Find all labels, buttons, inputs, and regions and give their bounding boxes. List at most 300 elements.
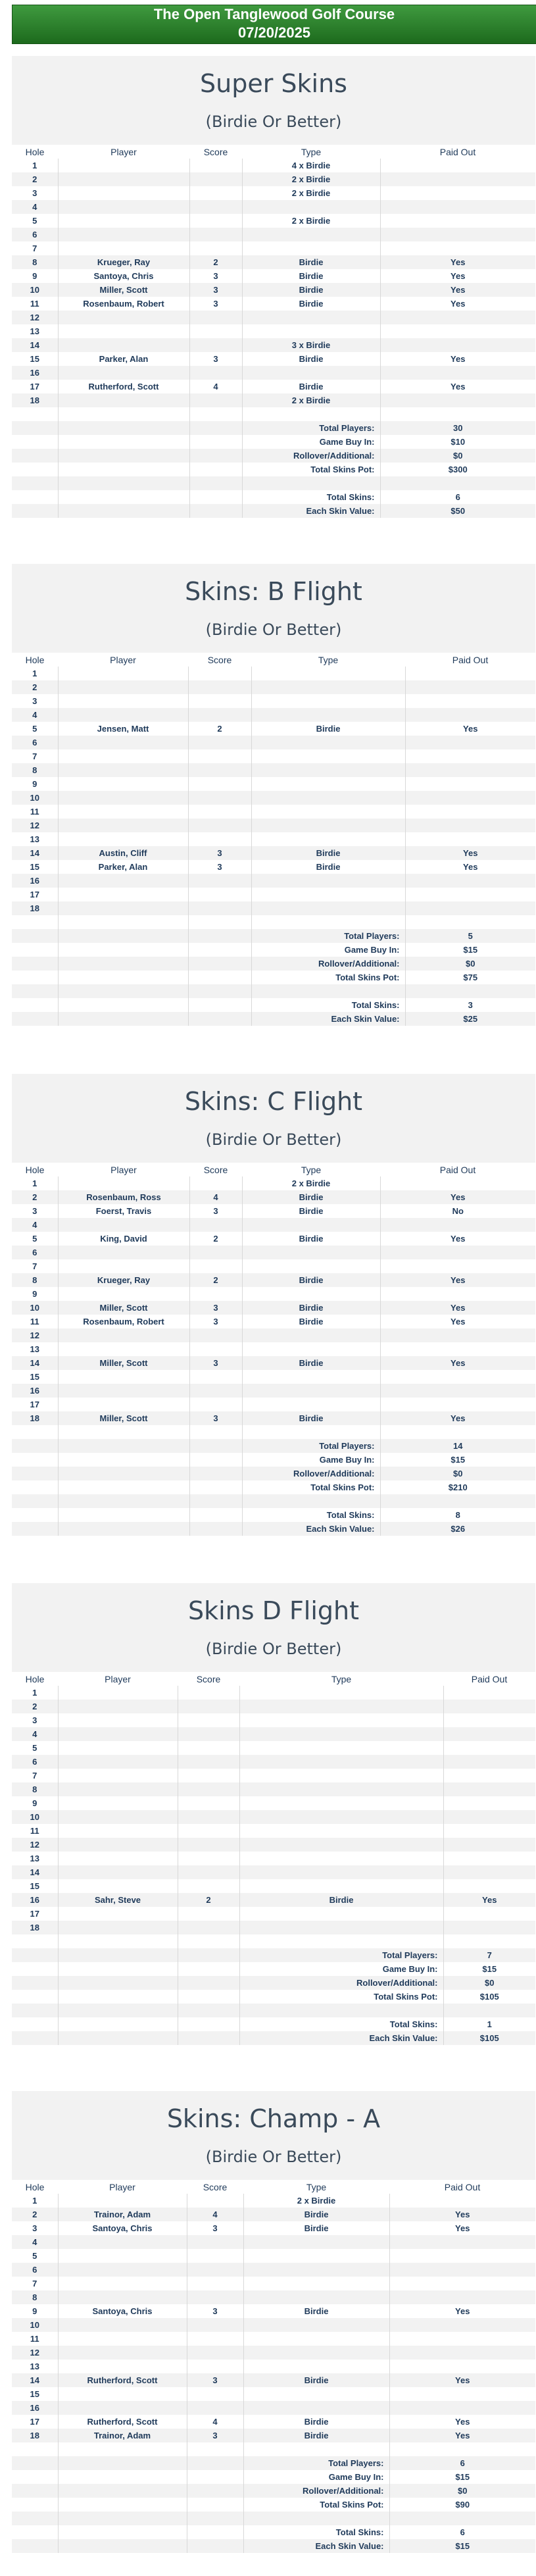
summary-value [389, 2512, 535, 2525]
summary-value: $15 [389, 2470, 535, 2484]
summary-value: $75 [405, 971, 535, 984]
hole-cell: 9 [32, 271, 37, 281]
column-header: Paid Out [444, 2181, 481, 2192]
paid-out-cell [405, 694, 535, 708]
summary-value: 7 [443, 1948, 535, 1962]
table-row [12, 708, 535, 722]
empty-cell [12, 1962, 58, 1976]
player-cell [58, 2387, 187, 2401]
event-date: 07/20/2025 [237, 24, 311, 41]
summary-row [12, 915, 535, 929]
table-row [12, 819, 535, 832]
hole-cell: 11 [30, 299, 39, 309]
empty-cell [188, 957, 251, 971]
paid-out-cell: No [380, 1204, 535, 1218]
type-cell: 2 x Birdie [242, 1176, 380, 1190]
paid-out-cell: Yes [380, 1232, 535, 1246]
summary-row [12, 2456, 535, 2470]
hole-cell: 13 [30, 2361, 39, 2371]
score-cell [189, 1342, 242, 1356]
hole-cell: 13 [30, 1854, 39, 1863]
score-cell [189, 159, 242, 172]
type-cell [251, 694, 405, 708]
empty-cell [189, 1480, 242, 1494]
empty-cell [58, 1494, 189, 1508]
table-row [12, 1301, 535, 1315]
hole-cell: 7 [32, 751, 37, 761]
type-cell [242, 1328, 380, 1342]
summary-row [12, 929, 535, 943]
empty-cell [58, 915, 188, 929]
summary-row [12, 2004, 535, 2017]
summary-label: Game Buy In: [242, 435, 380, 449]
section-title: Skins: Champ - A [166, 2104, 381, 2133]
column-header: Player [105, 1673, 131, 1684]
empty-cell [12, 943, 58, 957]
summary-label: Total Players: [251, 929, 405, 943]
score-cell [187, 2277, 243, 2290]
summary-label [251, 915, 405, 929]
type-cell [239, 1741, 443, 1755]
summary-value: $0 [405, 957, 535, 971]
column-header: Player [110, 146, 137, 157]
type-cell [242, 1398, 380, 1411]
summary-label: Total Skins: [243, 2525, 389, 2539]
player-cell: Rutherford, Scott [58, 380, 189, 393]
table-row [12, 352, 535, 366]
table-row [12, 228, 535, 241]
summary-value [380, 1425, 535, 1439]
paid-out-cell [443, 1700, 535, 1713]
score-cell [188, 805, 251, 819]
empty-cell [189, 421, 242, 435]
hole-cell: 18 [12, 1411, 58, 1425]
hole-cell: 10 [12, 283, 58, 297]
empty-cell [12, 1425, 58, 1439]
type-cell [251, 874, 405, 888]
hole-cell: 11 [30, 2334, 39, 2344]
player-cell [58, 366, 189, 380]
paid-out-cell [380, 1328, 535, 1342]
section-title: Skins: B Flight [185, 577, 362, 606]
paid-out-cell [405, 832, 535, 846]
empty-cell [12, 998, 58, 1012]
table-row [12, 1769, 535, 1782]
type-cell [239, 1755, 443, 1769]
paid-out-cell: Yes [443, 1893, 535, 1907]
hole-cell: 8 [12, 1273, 58, 1287]
type-cell: Birdie [242, 1356, 380, 1370]
score-cell: 3 [189, 352, 242, 366]
summary-row [12, 504, 535, 518]
type-cell [242, 1342, 380, 1356]
player-cell [58, 2332, 187, 2346]
table-row [12, 2304, 535, 2318]
summary-row [12, 1976, 535, 1990]
hole-cell: 2 [12, 2208, 58, 2221]
score-cell [189, 311, 242, 324]
hole-cell: 3 [32, 2223, 37, 2233]
score-cell: 3 [189, 283, 242, 297]
table-row [12, 1727, 535, 1741]
hole-cell: 16 [12, 366, 58, 380]
score-cell [189, 1259, 242, 1273]
score-cell [178, 1838, 239, 1852]
empty-cell [58, 1990, 178, 2004]
table-row [12, 1246, 535, 1259]
empty-cell [58, 2539, 187, 2553]
empty-cell [58, 1934, 178, 1948]
empty-cell [58, 943, 188, 957]
empty-cell [12, 1012, 58, 1026]
empty-cell [188, 984, 251, 998]
empty-cell [189, 449, 242, 463]
player-cell [58, 1259, 189, 1273]
table-row [12, 1176, 535, 1190]
empty-cell [58, 435, 189, 449]
skins-section [12, 1583, 535, 2045]
hole-cell: 1 [32, 161, 37, 170]
paid-out-cell [389, 2387, 535, 2401]
hole-cell: 11 [30, 807, 39, 817]
score-cell [189, 241, 242, 255]
player-cell: Parker, Alan [58, 860, 188, 874]
paid-out-cell [380, 214, 535, 228]
paid-out-cell [443, 1686, 535, 1700]
score-cell: 3 [187, 2304, 243, 2318]
summary-value: 6 [389, 2525, 535, 2539]
empty-cell [12, 2017, 58, 2031]
score-cell [188, 680, 251, 694]
section-subtitle: (Birdie Or Better) [205, 1130, 342, 1149]
empty-cell [12, 1453, 58, 1467]
section-title: Skins: C Flight [184, 1087, 363, 1116]
player-cell [58, 311, 189, 324]
column-header: Score [203, 2181, 228, 2192]
player-cell: Trainor, Adam [58, 2429, 187, 2442]
summary-value: $15 [443, 1962, 535, 1976]
player-cell: Miller, Scott [58, 1301, 189, 1315]
table-row [12, 1907, 535, 1921]
player-cell: King, David [58, 1232, 189, 1246]
player-cell: Santoya, Chris [58, 2304, 187, 2318]
table-row [12, 2208, 535, 2221]
hole-cell: 9 [32, 779, 37, 789]
table-row [12, 200, 535, 214]
table-row [12, 1370, 535, 1384]
paid-out-cell [380, 1384, 535, 1398]
column-header: Score [203, 1164, 228, 1175]
empty-cell [58, 1522, 189, 1536]
summary-label: Total Players: [242, 421, 380, 435]
player-cell [58, 1700, 178, 1713]
player-cell [58, 791, 188, 805]
hole-cell: 7 [32, 243, 37, 253]
table-row [12, 860, 535, 874]
player-cell [58, 2318, 187, 2332]
section-title-area [12, 1074, 535, 1163]
type-cell: 3 x Birdie [242, 338, 380, 352]
empty-cell [187, 2498, 243, 2512]
type-cell [251, 791, 405, 805]
type-cell [239, 1782, 443, 1796]
player-cell: Rutherford, Scott [58, 2415, 187, 2429]
player-cell [58, 1865, 178, 1879]
summary-row [12, 943, 535, 957]
score-cell: 3 [189, 1411, 242, 1425]
table-header-row [12, 1672, 535, 1686]
empty-cell [58, 463, 189, 476]
empty-cell [188, 929, 251, 943]
paid-out-cell [380, 159, 535, 172]
column-header: Hole [25, 1673, 45, 1684]
type-cell [239, 1852, 443, 1865]
empty-cell [12, 1934, 58, 1948]
summary-row [12, 2498, 535, 2512]
hole-cell: 6 [12, 2263, 58, 2277]
table-row [12, 1384, 535, 1398]
table-row [12, 1273, 535, 1287]
hole-cell: 18 [12, 2429, 58, 2442]
summary-value: $105 [443, 2031, 535, 2045]
player-cell: Rosenbaum, Robert [58, 297, 189, 311]
hole-cell: 7 [32, 2279, 37, 2288]
empty-cell [12, 2512, 58, 2525]
player-cell [58, 159, 189, 172]
empty-cell [178, 1934, 239, 1948]
player-cell [58, 338, 189, 352]
empty-cell [12, 915, 58, 929]
summary-row [12, 1494, 535, 1508]
score-cell: 4 [187, 2208, 243, 2221]
paid-out-cell [380, 1287, 535, 1301]
score-cell: 4 [189, 380, 242, 393]
type-cell [243, 2360, 389, 2373]
table-row [12, 1686, 535, 1700]
paid-out-cell [389, 2277, 535, 2290]
type-cell: Birdie [243, 2304, 389, 2318]
column-header: Paid Out [439, 1164, 476, 1175]
paid-out-cell [405, 680, 535, 694]
summary-value: 6 [380, 490, 535, 504]
summary-row [12, 2470, 535, 2484]
table-row [12, 2373, 535, 2387]
table-row [12, 1259, 535, 1273]
score-cell [189, 1246, 242, 1259]
type-cell [251, 708, 405, 722]
player-cell [58, 1342, 189, 1356]
summary-value [380, 476, 535, 490]
hole-cell: 15 [30, 1372, 39, 1382]
section-title-area [12, 2091, 535, 2180]
type-cell [242, 1246, 380, 1259]
empty-cell [12, 957, 58, 971]
summary-label: Rollover/Additional: [242, 449, 380, 463]
hole-cell: 12 [12, 2346, 58, 2360]
player-cell [58, 2194, 187, 2208]
empty-cell [58, 929, 188, 943]
table-row [12, 694, 535, 708]
empty-cell [189, 1439, 242, 1453]
paid-out-cell [389, 2318, 535, 2332]
table-row [12, 832, 535, 846]
score-cell [188, 888, 251, 901]
summary-row [12, 2512, 535, 2525]
hole-cell: 10 [12, 791, 58, 805]
table-row [12, 1356, 535, 1370]
hole-cell: 2 [12, 1190, 58, 1204]
table-row [12, 888, 535, 901]
hole-cell: 7 [32, 1261, 37, 1271]
table-row [12, 763, 535, 777]
table-row [12, 159, 535, 172]
player-cell: Parker, Alan [58, 352, 189, 366]
type-cell: Birdie [242, 255, 380, 269]
player-cell [58, 393, 189, 407]
hole-cell: 3 [32, 696, 37, 706]
type-cell: Birdie [243, 2373, 389, 2387]
paid-out-cell: Yes [380, 1190, 535, 1204]
skins-table [12, 2180, 535, 2553]
player-cell [58, 1810, 178, 1824]
empty-cell [58, 1948, 178, 1962]
type-cell: Birdie [243, 2221, 389, 2235]
table-row [12, 1852, 535, 1865]
summary-label [242, 1494, 380, 1508]
player-cell: Santoya, Chris [58, 269, 189, 283]
table-row [12, 722, 535, 736]
score-cell [188, 763, 251, 777]
empty-cell [58, 449, 189, 463]
summary-label: Total Players: [242, 1439, 380, 1453]
summary-row [12, 2031, 535, 2045]
table-row [12, 736, 535, 749]
player-cell [58, 1769, 178, 1782]
empty-cell [58, 971, 188, 984]
empty-cell [187, 2470, 243, 2484]
table-row [12, 1398, 535, 1411]
paid-out-cell [380, 324, 535, 338]
paid-out-cell [405, 805, 535, 819]
hole-cell: 18 [12, 901, 58, 915]
score-cell [178, 1796, 239, 1810]
column-header: Hole [25, 1164, 45, 1175]
player-cell [58, 708, 188, 722]
score-cell [188, 791, 251, 805]
table-row [12, 283, 535, 297]
table-header-row [12, 1163, 535, 1176]
empty-cell [58, 504, 189, 518]
summary-value: $0 [380, 449, 535, 463]
type-cell [251, 777, 405, 791]
empty-cell [12, 2470, 58, 2484]
empty-cell [58, 1480, 189, 1494]
type-cell [239, 1700, 443, 1713]
table-row [12, 311, 535, 324]
paid-out-cell [380, 228, 535, 241]
hole-cell: 16 [12, 874, 58, 888]
table-row [12, 1824, 535, 1838]
empty-cell [58, 2525, 187, 2539]
paid-out-cell [443, 1727, 535, 1741]
summary-label: Total Players: [243, 2456, 389, 2470]
empty-cell [58, 1012, 188, 1026]
table-row [12, 380, 535, 393]
score-cell: 4 [187, 2415, 243, 2429]
paid-out-cell [443, 1769, 535, 1782]
score-cell [187, 2346, 243, 2360]
type-cell: Birdie [242, 1190, 380, 1204]
empty-cell [12, 2525, 58, 2539]
type-cell [243, 2318, 389, 2332]
paid-out-cell [405, 777, 535, 791]
hole-cell: 17 [30, 382, 39, 391]
type-cell: Birdie [251, 722, 405, 736]
paid-out-cell [443, 1782, 535, 1796]
hole-cell: 7 [32, 1771, 37, 1780]
paid-out-cell: Yes [380, 1411, 535, 1425]
type-cell: Birdie [251, 846, 405, 860]
hole-cell: 4 [12, 1218, 58, 1232]
type-cell: Birdie [242, 269, 380, 283]
empty-cell [12, 1467, 58, 1480]
column-header: Score [196, 1673, 221, 1684]
score-cell: 3 [188, 846, 251, 860]
player-cell [58, 200, 189, 214]
section-subtitle: (Birdie Or Better) [205, 1640, 342, 1658]
summary-row [12, 1934, 535, 1948]
paid-out-cell [380, 1342, 535, 1356]
paid-out-cell [443, 1796, 535, 1810]
empty-cell [12, 984, 58, 998]
table-row [12, 667, 535, 680]
player-cell [58, 228, 189, 241]
table-row [12, 1893, 535, 1907]
empty-cell [178, 2004, 239, 2017]
summary-row [12, 998, 535, 1012]
paid-out-cell [380, 1259, 535, 1273]
summary-value: $15 [380, 1453, 535, 1467]
summary-row [12, 984, 535, 998]
paid-out-cell [380, 1398, 535, 1411]
empty-cell [187, 2512, 243, 2525]
type-cell [243, 2235, 389, 2249]
summary-value: 1 [443, 2017, 535, 2031]
hole-cell: 5 [32, 724, 37, 734]
empty-cell [12, 463, 58, 476]
summary-value [443, 2004, 535, 2017]
summary-label: Game Buy In: [239, 1962, 443, 1976]
player-cell [58, 1838, 178, 1852]
table-row [12, 2346, 535, 2360]
summary-value: $0 [389, 2484, 535, 2498]
score-cell: 2 [189, 1273, 242, 1287]
score-cell: 3 [188, 860, 251, 874]
summary-row [12, 2539, 535, 2553]
player-cell [58, 2346, 187, 2360]
table-row [12, 2221, 535, 2235]
paid-out-cell: Yes [389, 2373, 535, 2387]
paid-out-cell [405, 763, 535, 777]
summary-row [12, 490, 535, 504]
table-row [12, 2235, 535, 2249]
paid-out-cell [443, 1810, 535, 1824]
header-banner [12, 5, 536, 44]
player-cell: Miller, Scott [58, 283, 189, 297]
score-cell [178, 1727, 239, 1741]
table-row [12, 1315, 535, 1328]
score-cell [178, 1907, 239, 1921]
